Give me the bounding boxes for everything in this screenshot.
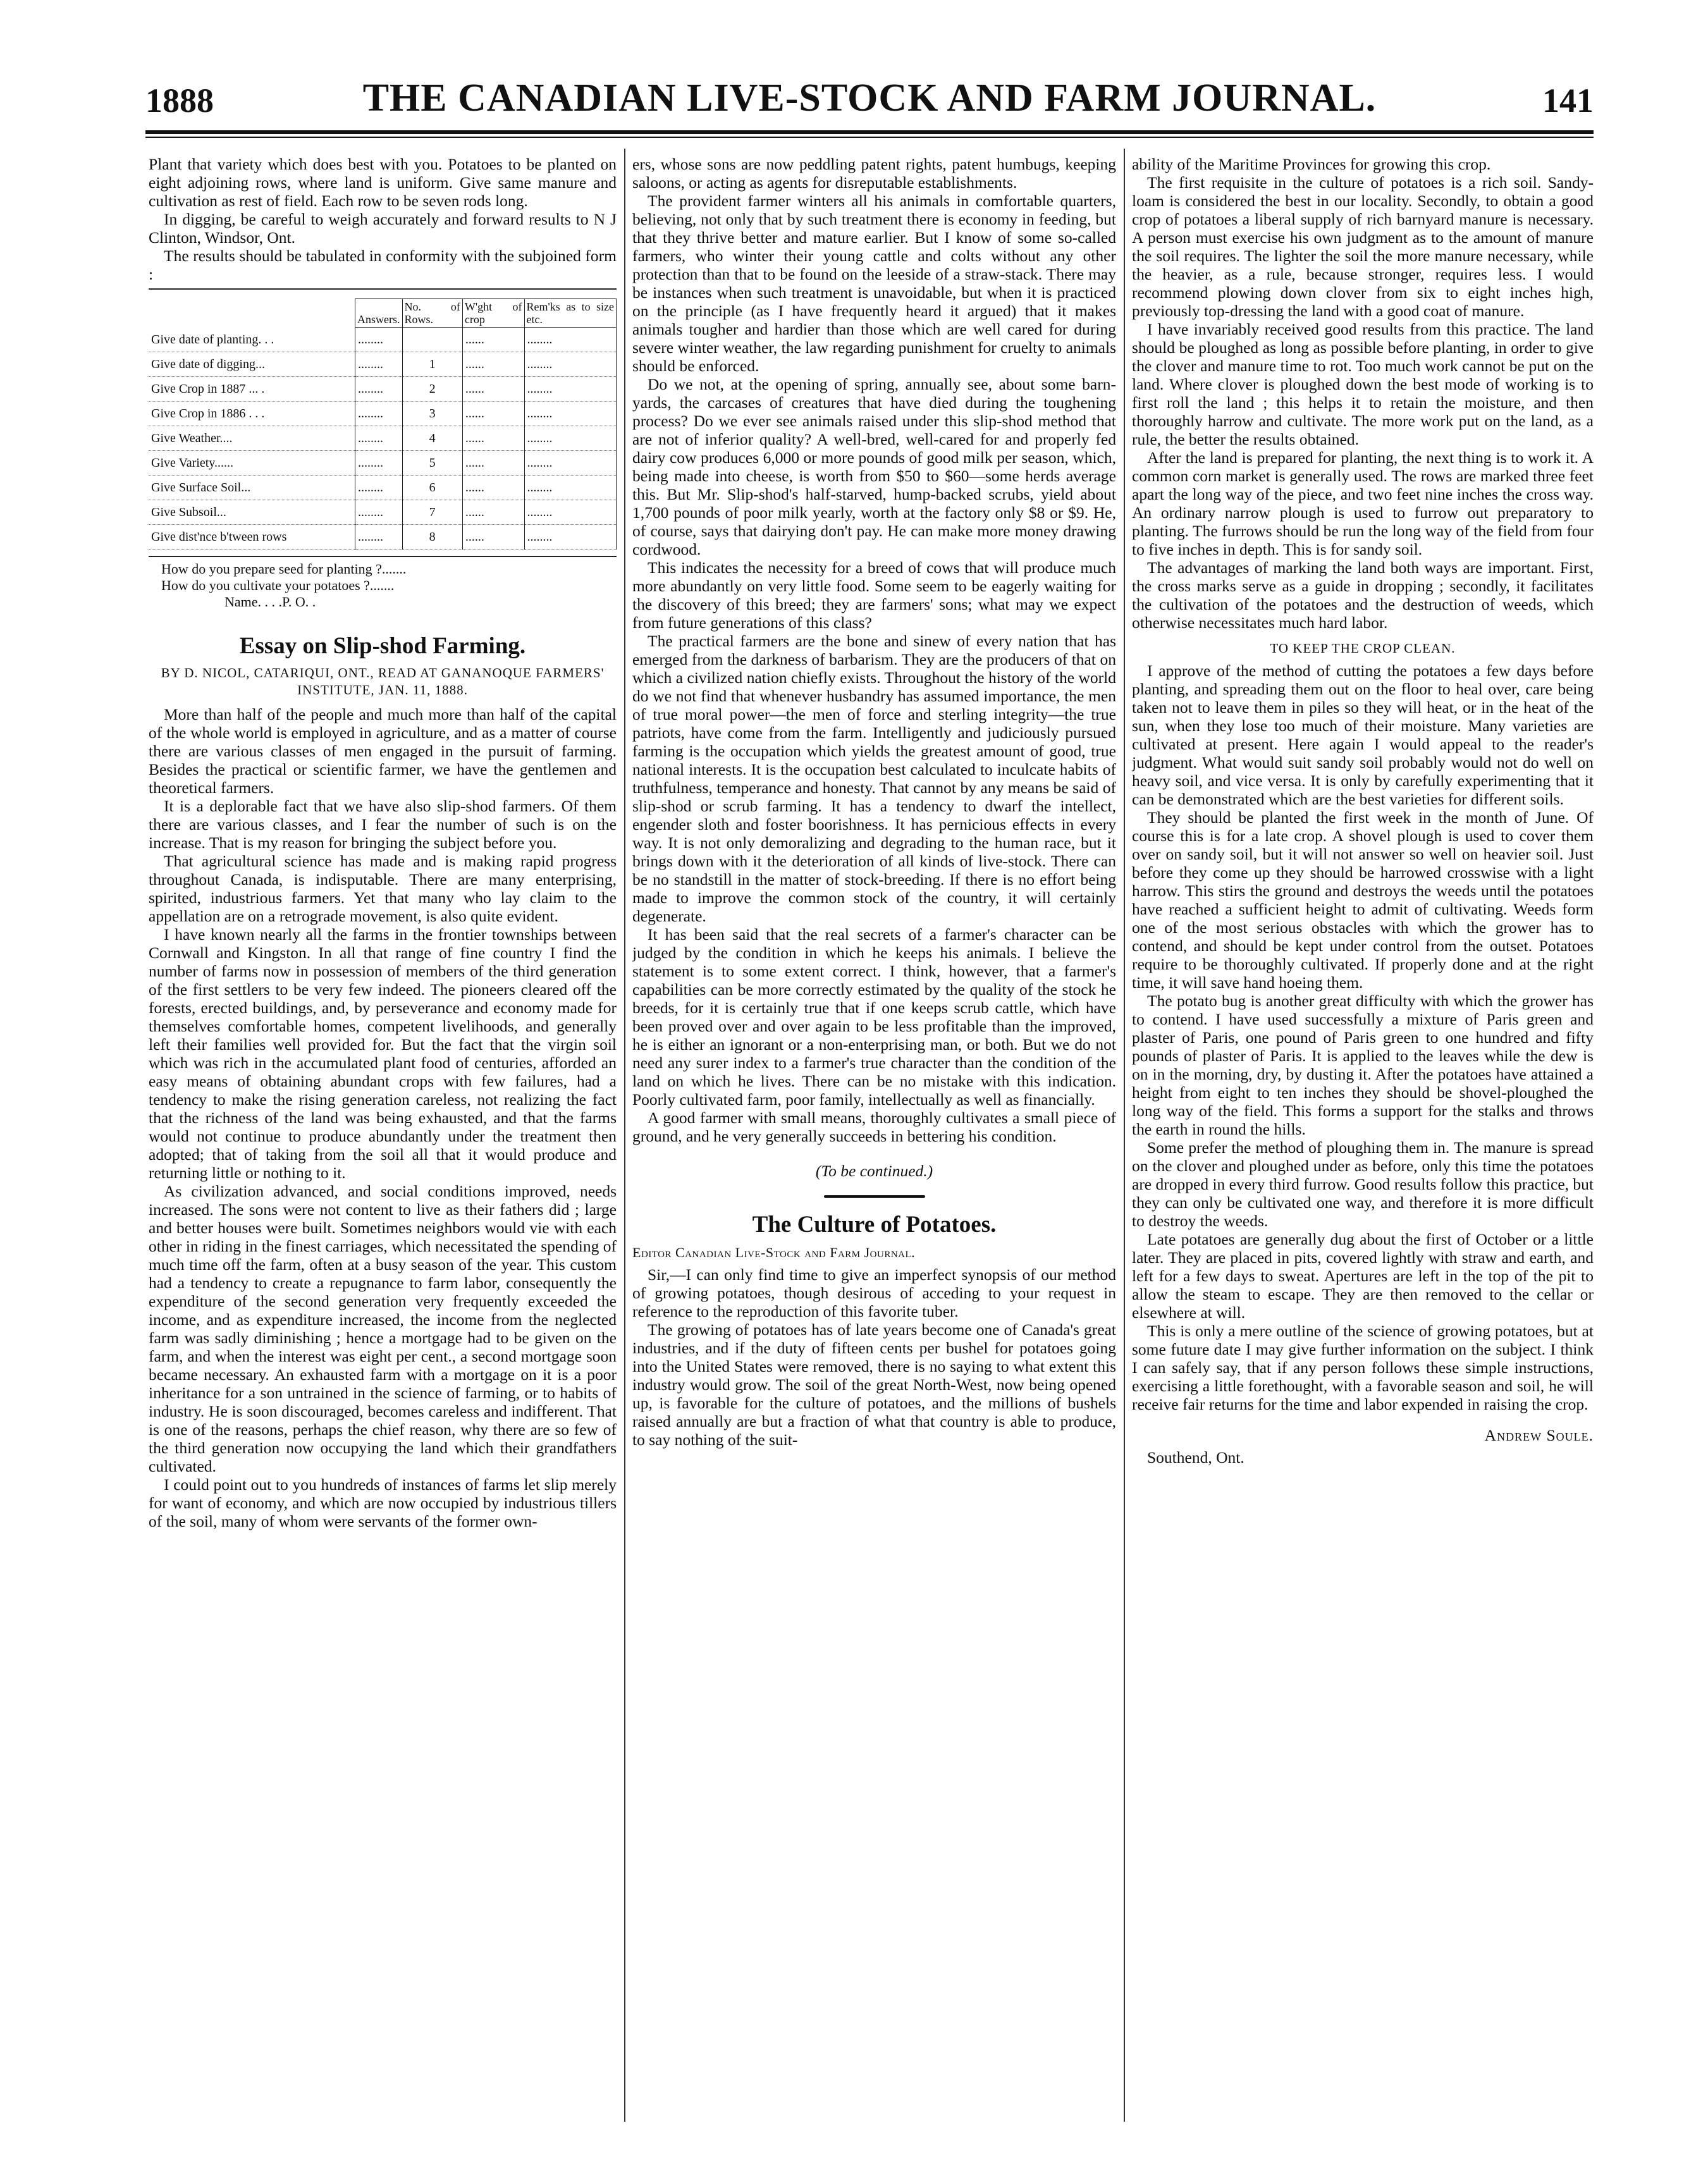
paragraph: The potato bug is another great difficulty with which the grower has to contend. I have used successfully a mixture of Paris green and plaster of Paris, one pound of Paris green to one hundred and fifty pounds of plaster of Paris. It is applied to the leaves while the dew is on in the morning, dry, by dusting it. After the potatoes have attained a height from eight to ten inches they should be shovel-ploughed the long way of the field. This forms a support for the stalks and throws the earth in round the hills. [1132,992,1594,1138]
table-row: Give dist'nce b'tween rows ........ 8 ...... ........ [149,525,617,550]
column-divider [624,149,625,2122]
table-header-row [149,299,617,328]
row-label: Give date of planting. . . [149,328,355,352]
row-number [402,328,462,352]
table-row: Give Weather.... ........ 4 ...... ........ [149,426,617,451]
row-number: 2 [402,377,462,402]
col-header: Rem'ks as to size etc. [524,299,616,328]
column-2 [632,155,1116,2122]
essay-title: Essay on Slip-shod Farming. [239,633,526,659]
row-number: 8 [402,525,462,550]
paragraph: The results should be tabulated in conformity with the subjoined form : [149,247,617,283]
paragraph: It is a deplorable fact that we have also slip-shod farmers. Of them there are various classes, and I fear the number of such is on the increase. That is my reason for bringing the subject before you. [149,797,617,852]
section-divider [824,1195,925,1198]
row-label: Give Subsoil... [149,500,355,525]
header-rule-thick [145,130,1594,134]
paragraph: Sir,—I can only find time to give an imperfect synopsis of our method of growing potatoes, though desirous of acceding to your request in reference to the reproduction of this favorite tuber. [632,1265,1116,1320]
paragraph: The provident farmer winters all his animals in comfortable quarters, believing, not only that by such treatment there is economy in feeding, but that they thrive better and mature earlier. But I know of some so-called farmers, who winter their young cattle and colts without any other protection than that to be found on the leeside of a straw-stack. There may be instances when such treatment is unavoidable, but when it is practiced on the principle (as I have frequently heard it argued) that it makes animals tougher and hardier than those which are well cared for during severe winter weather, the law regarding punishment for cruelty to animals should be enforced. [632,192,1116,375]
journal-title: THE CANADIAN LIVE-STOCK AND FARM JOURNAL. [362,77,1377,120]
col-header: W'ght of crop [462,299,524,328]
paragraph: I have known nearly all the farms in the frontier townships between Cornwall and Kingston. In all that range of fine country I find the number of farms now in possession of members of the third generation of the first settlers to be very few indeed. The pioneers cleared off the forests, erected buildings, and, by perseverance and economy made for themselves comfortable homes, competent livelihoods, and generally left their families well provided for. But the fact that the virgin soil which was rich in the accumulated plant food of centuries, afforded an easy means of obtaining abundant crops with few failures, had a tendency to make the rising generation careless, not realizing the fact that the richness of the land was being exhausted, and that the farms would not continue to produce abundantly under the treatment then adopted; that of taking from the soil all that it would produce and returning little or nothing to it. [149,925,617,1182]
author-location: Southend, Ont. [1147,1448,1244,1467]
paragraph: A good farmer with small means, thoroughly cultivates a small piece of ground, and he very generally succeeds in bettering his condition. [632,1109,1116,1145]
row-label: Give Crop in 1886 . . . [149,402,355,426]
table-row: Give Subsoil... ........ 7 ...... ........ [149,500,617,525]
table-rule [149,556,617,557]
paragraph: The growing of potatoes has of late years become one of Canada's great industries, and if the duty of fifteen cents per bushel for potatoes going into the United States were removed, there is no saying to what extent this industry would grow. The soil of the great North-West, now being opened up, is favorable for the culture of potatoes, and the millions of bushels raised annually are but a fraction of what that country is able to produce, to say nothing of the suit- [632,1320,1116,1449]
row-number: 5 [402,451,462,476]
author-signature: Andrew Soule. [1484,1426,1594,1444]
paragraph: The practical farmers are the bone and sinew of every nation that has emerged from the darkness of barbarism. They are the producers of that on which a civilized nation chiefly exists. Throughout the history of the world do we not find that whenever husbandry has assumed importance, the men of true moral power—the men of force and sterling integrity—the true patriots, have come from the farm. Intelligently and judiciously pursued farming is the occupation which yields the greatest amount of good, true national interests. It is the occupation best calculated to inculcate habits of truthfulness, temperance and honesty. That cannot by any means be said of slip-shod or scrub farming. It has a tendency to dwarf the intellect, engender sloth and foster boorishness. It has pernicious effects in every way. It is not only demoralizing and degrading to the human race, but it brings down with it the deterioration of all kinds of live-stock. There can be no standstill in the matter of stock-breeding. If there is no effort being made to improve the common stock of the country, it will certainly degenerate. [632,632,1116,925]
paragraph: This is only a mere outline of the science of growing potatoes, but at some future date I may give further information on the subject. I think I can safely say, that if any person follows these simple instructions, exercising a little forethought, with a favorable season and soil, he will receive fair returns for the time and labor expended in raising the crop. [1132,1322,1594,1413]
form-question: How do you prepare seed for planting ?....... [161,561,407,577]
row-label: Give dist'nce b'tween rows [149,525,355,550]
byline: BY D. NICOL, CATARIQUI, ONT., READ AT GANANOQUE FARMERS' INSTITUTE, JAN. 11, 1888. [161,665,605,698]
row-number: 3 [402,402,462,426]
paragraph: Late potatoes are generally dug about the first of October or a little later. They are placed in pits, covered lightly with straw and earth, and left for a few days to sweat. Apertures are left in the top of the pit to allow the steam to escape. They are then removed to the cellar or elsewhere at will. [1132,1230,1594,1322]
paragraph: ability of the Maritime Provinces for growing this crop. [1132,155,1491,173]
paragraph: Plant that variety which does best with you. Potatoes to be planted on eight adjoining rows, where land is uniform. Give same manure and cultivation as rest of field. Each row to be seven rods long. [149,155,617,210]
paragraph: I have invariably received good results from this practice. The land should be ploughed as long as possible before planting, in order to give the clover and manure time to rot. Too much work cannot be put on the land. Where clover is ploughed down the best mode of working is to first roll the land ; this helps it to retain the moisture, and then thoroughly harrow and cultivate. The more work put on the land, as a rule, the better the results obtained. [1132,320,1594,448]
paragraph: That agricultural science has made and is making rapid progress throughout Canada, is indisputable. There are many enterprising, spirited, industrious farmers. Yet that many who lay claim to the appellation are on a retrograde movement, is also quite evident. [149,852,617,925]
row-label: Give Surface Soil... [149,476,355,500]
paragraph: It has been said that the real secrets of a farmer's character can be judged by the condition in which he keeps his animals. I believe the statement is to some extent correct. I think, however, that a farmer's capabilities can be more correctly estimated by the quality of the stock he breeds, for it is certainly true that if one keeps scrub cattle, which have been proved over and over again to be less profitable than the improved, he is either an ignorant or a non-enterprising man, or both. But we do not need any surer index to a farmer's true character than the condition of the land on which he lives. There can be no mistake with this indication. Poorly cultivated farm, poor family, intellectually as well as financially. [632,925,1116,1109]
paragraph: The advantages of marking the land both ways are important. First, the cross marks serve as a guide in dropping ; secondly, it facilitates the cultivation of the potatoes and the destruction of weeds, which otherwise necessitates much hard labor. [1132,558,1594,632]
paragraph: The first requisite in the culture of potatoes is a rich soil. Sandy-loam is considered the best in our locality. Secondly, to obtain a good crop of potatoes a liberal supply of rich barnyard manure is necessary. A person must exercise his own judgment as to the amount of manure the soil requires. The lighter the soil the more manure necessary, while the heavier, as a rule, because stronger, requires less. I would recommend plowing down clover from six to eight inches high, previously top-dressing the land with a good coat of manure. [1132,173,1594,320]
page-header [145,76,1594,133]
table-row: Give date of digging... ........ 1 ...... ........ [149,352,617,377]
paragraph: Do we not, at the opening of spring, annually see, about some barn-yards, the carcases of creatures that have died during the toughening process? Do we ever see animals raised under this slip-shod method that are not of inferior quality? A well-bred, well-cared for and properly fed dairy cow produces 6,000 or more pounds of good milk per season, which, being made into cheese, is worth from $50 to $60—some herds average this. But Mr. Slip-shod's half-starved, hump-backed scrubs, yield about 1,700 pounds of poor milk yearly, worth at the factory only $8 or $9. He, of course, says that dairying don't pay. He can make more money drawing cordwood. [632,375,1116,558]
column-3 [1132,155,1594,2122]
row-number: 1 [402,352,462,377]
continued-note: (To be continued.) [815,1162,933,1180]
table-row: Give Crop in 1887 ... . ........ 2 ...... ........ [149,377,617,402]
header-rule-thin [145,137,1594,138]
row-number: 4 [402,426,462,451]
table-row: Give Variety...... ........ 5 ...... ........ [149,451,617,476]
col-header: Answers. [355,299,403,328]
row-label: Give date of digging... [149,352,355,377]
page-number: 141 [1542,82,1594,120]
paragraph: I approve of the method of cutting the potatoes a few days before planting, and spreading them out on the floor to heal over, care being taken not to leave them in piles so they will heat, or in the heat of the sun, when they lose too much of their moisture. Many varieties are cultivated at present. Here again I would appeal to the reader's judgment. What would suit sandy soil probably would not do well on heavy soil, and vice versa. It is only by carefully experimenting that it can be demonstrated which are the best varieties for different soils. [1132,661,1594,808]
paragraph: In digging, be careful to weigh accurately and forward results to N J Clinton, Windsor, Ont. [149,210,617,247]
col-header: No. of Rows. [402,299,462,328]
row-label: Give Variety...... [149,451,355,476]
paragraph: This indicates the necessity for a breed of cows that will produce much more abundantly on very little food. Some seem to be eagerly waiting for the discovery of this breed; they are farmers' sons; what may we expect from future generations of this class? [632,558,1116,632]
column-1 [149,155,617,2122]
row-label: Give Weather.... [149,426,355,451]
article-title: The Culture of Potatoes. [752,1212,997,1238]
subheading: TO KEEP THE CROP CLEAN. [1270,641,1456,656]
table-row: Give Surface Soil... ........ 6 ...... ........ [149,476,617,500]
row-number: 6 [402,476,462,500]
row-label: Give Crop in 1887 ... . [149,377,355,402]
table-rule [149,288,617,290]
paragraph: Some prefer the method of ploughing them in. The manure is spread on the clover and ploughed under as before, only this time the potatoes are dropped in every third furrow. Good results follow this practice, but they can only be cultivated one way, and therefore it is more difficult to destroy the weeds. [1132,1138,1594,1230]
paragraph: More than half of the people and much more than half of the capital of the whole world is employed in agriculture, and as a matter of course there are various classes of men engaged in the pursuit of farming. Besides the practical or scientific farmer, we have the gentlemen and theoretical farmers. [149,705,617,797]
table-row: Give date of planting. . . ........ ...... ........ [149,328,617,352]
column-divider [1124,149,1125,2122]
results-form-table [149,298,617,550]
paragraph: After the land is prepared for planting, the next thing is to work it. A common corn market is generally used. The rows are marked three feet apart the long way of the piece, and two feet nine inches the cross way. An ordinary narrow plough is used to furrow out preparatory to planting. The furrows should be run the long way of the field from four to five inches in depth. This is for sandy soil. [1132,448,1594,558]
table-row: Give Crop in 1886 . . . ........ 3 ...... ........ [149,402,617,426]
paragraph: They should be planted the first week in the month of June. Of course this is for a late crop. A shovel plough is used to cover them over on sandy soil, but it will not answer so well on heavier soil. Just before they come up they should be harrowed crosswise with a light harrow. This stirs the ground and destroys the weeds until the potatoes have reached a sufficient height to admit of cultivating. Weeds form one of the most serious obstacles with which the grower has to contend, and should be kept under control from the outset. Potatoes require to be thoroughly cultivated. If properly done and at the right time, it will save hand hoeing them. [1132,808,1594,992]
paragraph: ers, whose sons are now peddling patent rights, patent humbugs, keeping saloons, or acting as agents for disreputable establishments. [632,155,1116,192]
editor-line: Editor Canadian Live-Stock and Farm Journal. [632,1245,916,1260]
row-number: 7 [402,500,462,525]
form-question: How do you cultivate your potatoes ?....... [161,577,395,593]
paragraph: I could point out to you hundreds of instances of farms let slip merely for want of economy, and which are now occupied by industrious tillers of the soil, many of whom were servants of the former own- [149,1475,617,1530]
form-name-line: Name. . . .P. O. . [224,594,316,610]
paragraph: As civilization advanced, and social conditions improved, needs increased. The sons were not content to live as their fathers did ; large and better houses were built. Sometimes neighbors would vie with each other in riding in the finest carriages, which necessitated the spending of much time off the farm, often at a busy season of the year. This custom had a tendency to create a repugnance to farm labor, consequently the expenditure of the second generation very frequently exceeded the income, and as expenditure increased, the income from the neglected farm was sadly diminishing ; hence a mortgage had to be given on the farm, and when the interest was eight per cent., a second mortgage soon became necessary. An exhausted farm with a mortgage on it is a poor inheritance for a son untrained in the science of farming, or to habits of industry. He is soon discouraged, becomes careless and indifferent. That is one of the reasons, perhaps the chief reason, why there are so few of the third generation now occupying the land which their grandfathers cultivated. [149,1182,617,1475]
header-year: 1888 [145,82,214,120]
